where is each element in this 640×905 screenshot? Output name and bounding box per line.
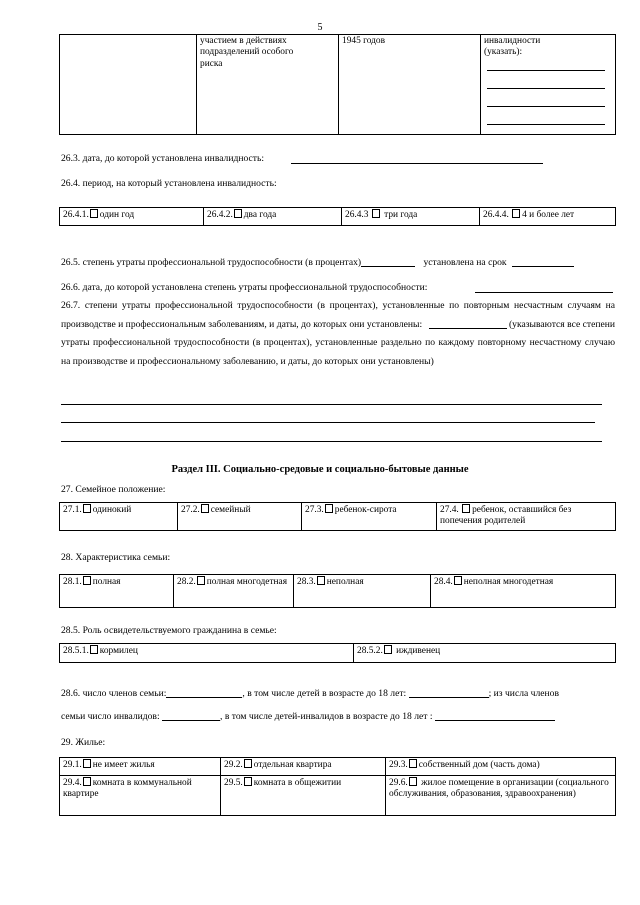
period-text: три года xyxy=(384,210,418,220)
housing-table xyxy=(59,757,616,816)
top-table-text-3: 1945 годов xyxy=(342,36,386,46)
q28-6-children-field[interactable] xyxy=(409,688,489,698)
option-text: одинокий xyxy=(92,505,132,515)
family-type-option-4[interactable] xyxy=(431,575,616,608)
checkbox-icon[interactable] xyxy=(83,576,91,585)
role-table xyxy=(59,643,616,663)
period-num: 26.4.1. xyxy=(63,210,89,220)
q28-6-disabled-children-field[interactable] xyxy=(435,711,555,721)
q28-6-members-field[interactable] xyxy=(166,688,242,698)
checkbox-icon[interactable] xyxy=(384,645,392,654)
checkbox-icon[interactable] xyxy=(409,759,417,768)
option-text: семейный xyxy=(210,505,251,515)
option-text: ребенок, оставшийся без попечения родителей xyxy=(440,505,572,527)
q26-5-label: 26.5. степень утраты профессиональной трудоспособности (в процентах) xyxy=(61,257,362,268)
top-table-text-2: участием в действиях подразделений особого риска xyxy=(200,36,294,69)
q28-6-members-label: 28.6. число членов семьи: xyxy=(61,688,167,699)
option-text: полная многодетная xyxy=(206,577,288,587)
page-number: 5 xyxy=(317,22,323,33)
option-num: 29.1. xyxy=(63,760,82,770)
checkbox-icon[interactable] xyxy=(83,504,91,513)
q28-6-disabled-children-label: , в том числе детей-инвалидов в возрасте до 18 лет : xyxy=(220,711,433,722)
checkbox-icon[interactable] xyxy=(244,777,252,786)
top-table-cell-1 xyxy=(60,35,197,135)
checkbox-icon[interactable] xyxy=(234,209,242,218)
option-num: 28.4. xyxy=(434,577,453,587)
period-option-4[interactable] xyxy=(480,208,616,226)
q28-6-disabled-label: семьи число инвалидов: xyxy=(61,711,160,722)
option-text: комната в коммунальной квартире xyxy=(63,778,192,800)
role-option-2[interactable] xyxy=(354,644,616,663)
family-status-option-2[interactable] xyxy=(178,503,302,531)
period-text: два года xyxy=(243,210,277,220)
option-num: 28.5.2. xyxy=(357,646,383,656)
top-table-text-4: инвалидности (указать): xyxy=(484,36,541,58)
option-num: 29.4. xyxy=(63,778,82,788)
option-num: 28.1. xyxy=(63,577,82,587)
q26-5-term-label: установлена на срок xyxy=(423,257,507,268)
disability-line-1 xyxy=(487,70,605,71)
housing-option-4[interactable] xyxy=(60,776,221,816)
period-num: 26.4.4. xyxy=(483,210,509,220)
period-text: один год xyxy=(99,210,135,220)
family-status-option-3[interactable] xyxy=(302,503,437,531)
family-status-option-4[interactable] xyxy=(437,503,616,531)
housing-option-5[interactable] xyxy=(221,776,386,816)
family-type-option-1[interactable] xyxy=(60,575,174,608)
top-table-cell-3 xyxy=(339,35,481,135)
housing-option-1[interactable] xyxy=(60,758,221,776)
checkbox-icon[interactable] xyxy=(512,209,520,218)
period-option-2[interactable] xyxy=(204,208,342,226)
checkbox-icon[interactable] xyxy=(201,504,209,513)
q26-7-note: (указываются все степени утраты профессиональной трудоспособности (в процентах), установленные раздельно по каждому повторному несчастному случаю на производстве и профессиональному заболеванию, и даты, до которых они установлены) xyxy=(61,318,615,367)
disability-line-3 xyxy=(487,106,605,107)
checkbox-icon[interactable] xyxy=(325,504,333,513)
q28-6-row-1 xyxy=(61,688,559,700)
option-text: жилое помещение в организации (социального обслуживания, образования, здравоохранения) xyxy=(389,778,609,800)
checkbox-icon[interactable] xyxy=(197,576,205,585)
option-num: 27.1. xyxy=(63,505,82,515)
role-option-1[interactable] xyxy=(60,644,354,663)
q26-5-term-field[interactable] xyxy=(512,257,574,267)
top-table-cell-2 xyxy=(197,35,339,135)
option-text: ребенок-сирота xyxy=(334,505,397,515)
q26-7-block xyxy=(61,297,615,371)
period-option-1[interactable] xyxy=(60,208,204,226)
q29-label: 29. Жилье: xyxy=(61,737,106,748)
q26-7-label: 26.7. степени утраты профессиональной трудоспособности (в процентах), установленные по повторным несчастным случаям на производстве и профессиональным заболеваниям, и даты, до которых они установлены: xyxy=(61,300,615,330)
q26-5-percent-field[interactable] xyxy=(361,257,415,267)
option-num: 27.2. xyxy=(181,505,200,515)
checkbox-icon[interactable] xyxy=(372,209,380,218)
disability-line-2 xyxy=(487,88,605,89)
option-text: иждивенец xyxy=(396,646,441,656)
q28-6-disabled-field[interactable] xyxy=(162,711,220,721)
housing-option-6[interactable] xyxy=(386,776,616,816)
q28-6-row-2 xyxy=(61,711,555,723)
checkbox-icon[interactable] xyxy=(90,209,98,218)
top-table-cell-4 xyxy=(481,35,616,135)
top-table xyxy=(59,34,616,135)
period-text: 4 и более лет xyxy=(522,210,575,220)
checkbox-icon[interactable] xyxy=(317,576,325,585)
q26-3-label: 26.3. дата, до которой установлена инвалидность: xyxy=(61,153,265,164)
q26-3-field[interactable] xyxy=(291,163,543,164)
q26-7-line-3[interactable] xyxy=(61,441,602,442)
q28-5-label: 28.5. Роль освидетельствуемого гражданина в семье: xyxy=(61,625,277,636)
option-num: 29.6. xyxy=(389,778,408,788)
option-text: неполная многодетная xyxy=(463,577,554,587)
option-text: не имеет жилья xyxy=(92,760,155,770)
checkbox-icon[interactable] xyxy=(462,504,470,513)
q26-6-field[interactable] xyxy=(475,292,613,293)
q28-label: 28. Характеристика семьи: xyxy=(61,552,171,563)
q26-7-line-1[interactable] xyxy=(61,404,602,405)
q28-6-children-label: , в том числе детей в возрасте до 18 лет: xyxy=(242,688,407,699)
checkbox-icon[interactable] xyxy=(409,777,417,786)
period-table xyxy=(59,207,616,226)
family-status-option-1[interactable] xyxy=(60,503,178,531)
checkbox-icon[interactable] xyxy=(83,777,91,786)
q26-6-label: 26.6. дата, до которой установлена степень утраты профессиональной трудоспособности: xyxy=(61,282,428,293)
family-type-table xyxy=(59,574,616,608)
q26-5-row xyxy=(61,257,574,269)
family-type-option-2[interactable] xyxy=(174,575,294,608)
q26-7-field[interactable] xyxy=(429,319,507,329)
option-text: комната в общежитии xyxy=(253,778,342,788)
option-num: 29.2. xyxy=(224,760,243,770)
q27-label: 27. Семейное положение: xyxy=(61,484,166,495)
checkbox-icon[interactable] xyxy=(244,759,252,768)
period-num: 26.4.3 xyxy=(345,210,369,220)
option-text: неполная xyxy=(326,577,364,587)
period-option-3[interactable] xyxy=(342,208,480,226)
disability-line-4 xyxy=(487,124,605,125)
option-num: 28.2. xyxy=(177,577,196,587)
q28-6-members-tail: ; из числа членов xyxy=(488,688,559,699)
housing-option-3[interactable] xyxy=(386,758,616,776)
option-num: 29.3. xyxy=(389,760,408,770)
option-text: отдельная квартира xyxy=(253,760,332,770)
option-text: кормилец xyxy=(99,646,138,656)
option-num: 27.4. xyxy=(440,505,459,515)
option-num: 27.3. xyxy=(305,505,324,515)
housing-option-2[interactable] xyxy=(221,758,386,776)
q26-7-line-2[interactable] xyxy=(61,422,595,423)
checkbox-icon[interactable] xyxy=(90,645,98,654)
period-num: 26.4.2. xyxy=(207,210,233,220)
option-text: полная xyxy=(92,577,121,587)
checkbox-icon[interactable] xyxy=(454,576,462,585)
option-text: собственный дом (часть дома) xyxy=(418,760,540,770)
option-num: 28.3. xyxy=(297,577,316,587)
family-type-option-3[interactable] xyxy=(294,575,431,608)
section-3-title: Раздел III. Социально-средовые и социально-бытовые данные xyxy=(171,464,469,475)
option-num: 28.5.1. xyxy=(63,646,89,656)
q26-4-label: 26.4. период, на который установлена инвалидность: xyxy=(61,178,277,189)
option-num: 29.5. xyxy=(224,778,243,788)
family-status-table xyxy=(59,502,616,531)
checkbox-icon[interactable] xyxy=(83,759,91,768)
